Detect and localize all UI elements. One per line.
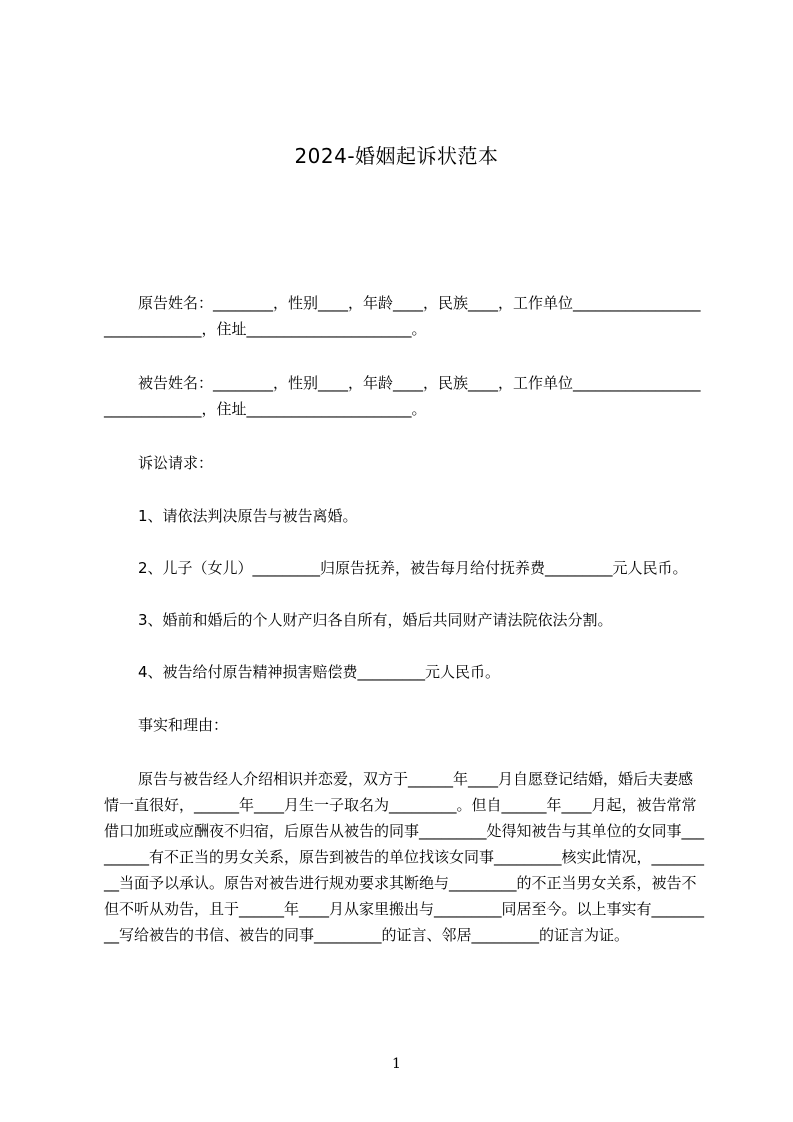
defendant-info: 被告姓名：________，性别____，年龄____，民族____，工作单位______________________________，住址______________________。	[104, 374, 701, 418]
claim-item-2: 2、儿子（女儿）_________归原告抚养，被告每月给付抚养费_________元人民币。	[138, 559, 688, 577]
claim-item-4: 4、被告给付原告精神损害赔偿费_________元人民币。	[138, 663, 501, 681]
claim-item-3: 3、婚前和婚后的个人财产归各自所有，婚后共同财产请法院依法分割。	[138, 611, 613, 629]
page-number: 1	[392, 1056, 401, 1072]
plaintiff-info: 原告姓名：________，性别____，年龄____，民族____，工作单位______________________________，住址______________________。	[104, 294, 701, 338]
page-title: 2024-婚姻起诉状范本	[294, 144, 499, 168]
facts-heading: 事实和理由：	[138, 716, 229, 734]
claim-item-1: 1、请依法判决原告与被告离婚。	[138, 507, 358, 525]
claims-heading: 诉讼请求：	[138, 454, 214, 472]
facts-paragraph: 原告与被告经人介绍相识并恋爱，双方于______年____月自愿登记结婚，婚后夫妻感情一直很好，______年____月生一子取名为_________。但自______年____月起，被告常常借口加班或应酬夜不归宿，后原告从被告的同事_________处得知被告与其单位的女同事_________有不正当的男女关系，原告到被告的单位找该女同事_________核实此情况，_________当面予以承认。原告对被告进行规劝要求其断绝与_________的不正当男女关系，被告不但不听从劝告，且于______年____月从家里搬出与_________同居至今。以上事实有_________写给被告的书信、被告的同事_________的证言、邻居_________的证言为证。	[104, 770, 705, 944]
